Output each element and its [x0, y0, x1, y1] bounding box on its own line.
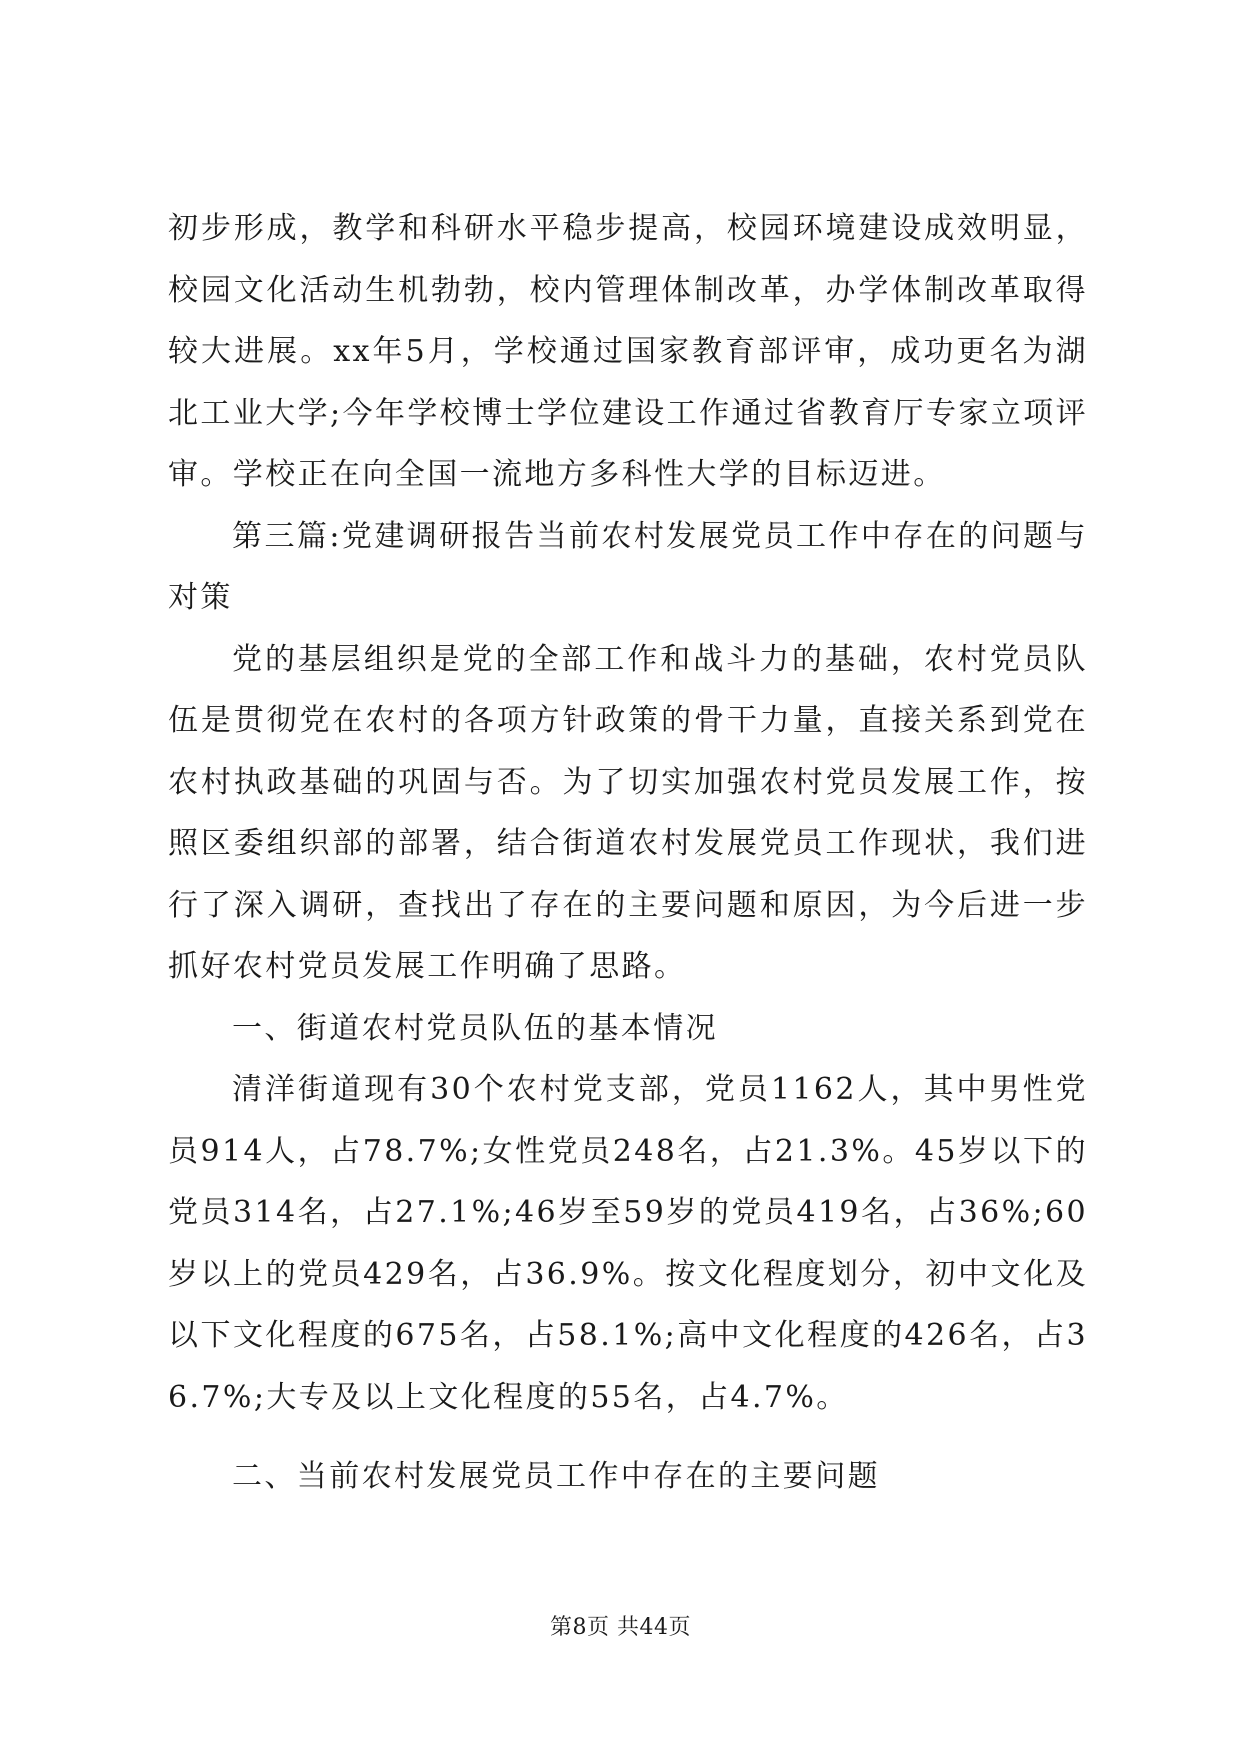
heading-section-one: 一、街道农村党员队伍的基本情况: [232, 1010, 718, 1046]
heading-section-two: 二、当前农村发展党员工作中存在的主要问题: [232, 1459, 880, 1494]
paragraph-continuation: 初步形成，教学和科研水平稳步提高，校园环境建设成效明显，校园文化活动生机勃勃，校内管理体制改革，办学体制改革取得较大进展。xx年5月，学校通过国家教育部评审，成功更名为湖北工业大学;今年学校博士学位建设工作通过省教育厅专家立项评审。学校正在向全国一流地方多科性大学的目标迈进。: [168, 211, 1088, 492]
section-title-part-three: 第三篇:党建调研报告当前农村发展党员工作中存在的问题与对策: [168, 518, 1088, 615]
paragraph-intro: 党的基层组织是党的全部工作和战斗力的基础，农村党员队伍是贯彻党在农村的各项方针政策的骨干力量，直接关系到党在农村执政基础的巩固与否。为了切实加强农村党员发展工作，按照区委组织部的部署，结合街道农村发展党员工作现状，我们进行了深入调研，查找出了存在的主要问题和原因，为今后进一步抓好农村党员发展工作明确了思路。: [168, 641, 1088, 984]
paragraph-statistics: 清洋街道现有30个农村党支部，党员1162人，其中男性党员914人，占78.7%;女性党员248名，占21.3%。45岁以下的党员314名，占27.1%;46岁至59岁的党员419名，占36%;60岁以上的党员429名，占36.9%。按文化程度划分，初中文化及以下文化程度的675名，占58.1%;高中文化程度的426名，占36.7%;大专及以上文化程度的55名，占4.7%。: [168, 1072, 1088, 1415]
page-number-footer: 第8页 共44页: [550, 1615, 691, 1640]
document-body: [168, 198, 1088, 1508]
